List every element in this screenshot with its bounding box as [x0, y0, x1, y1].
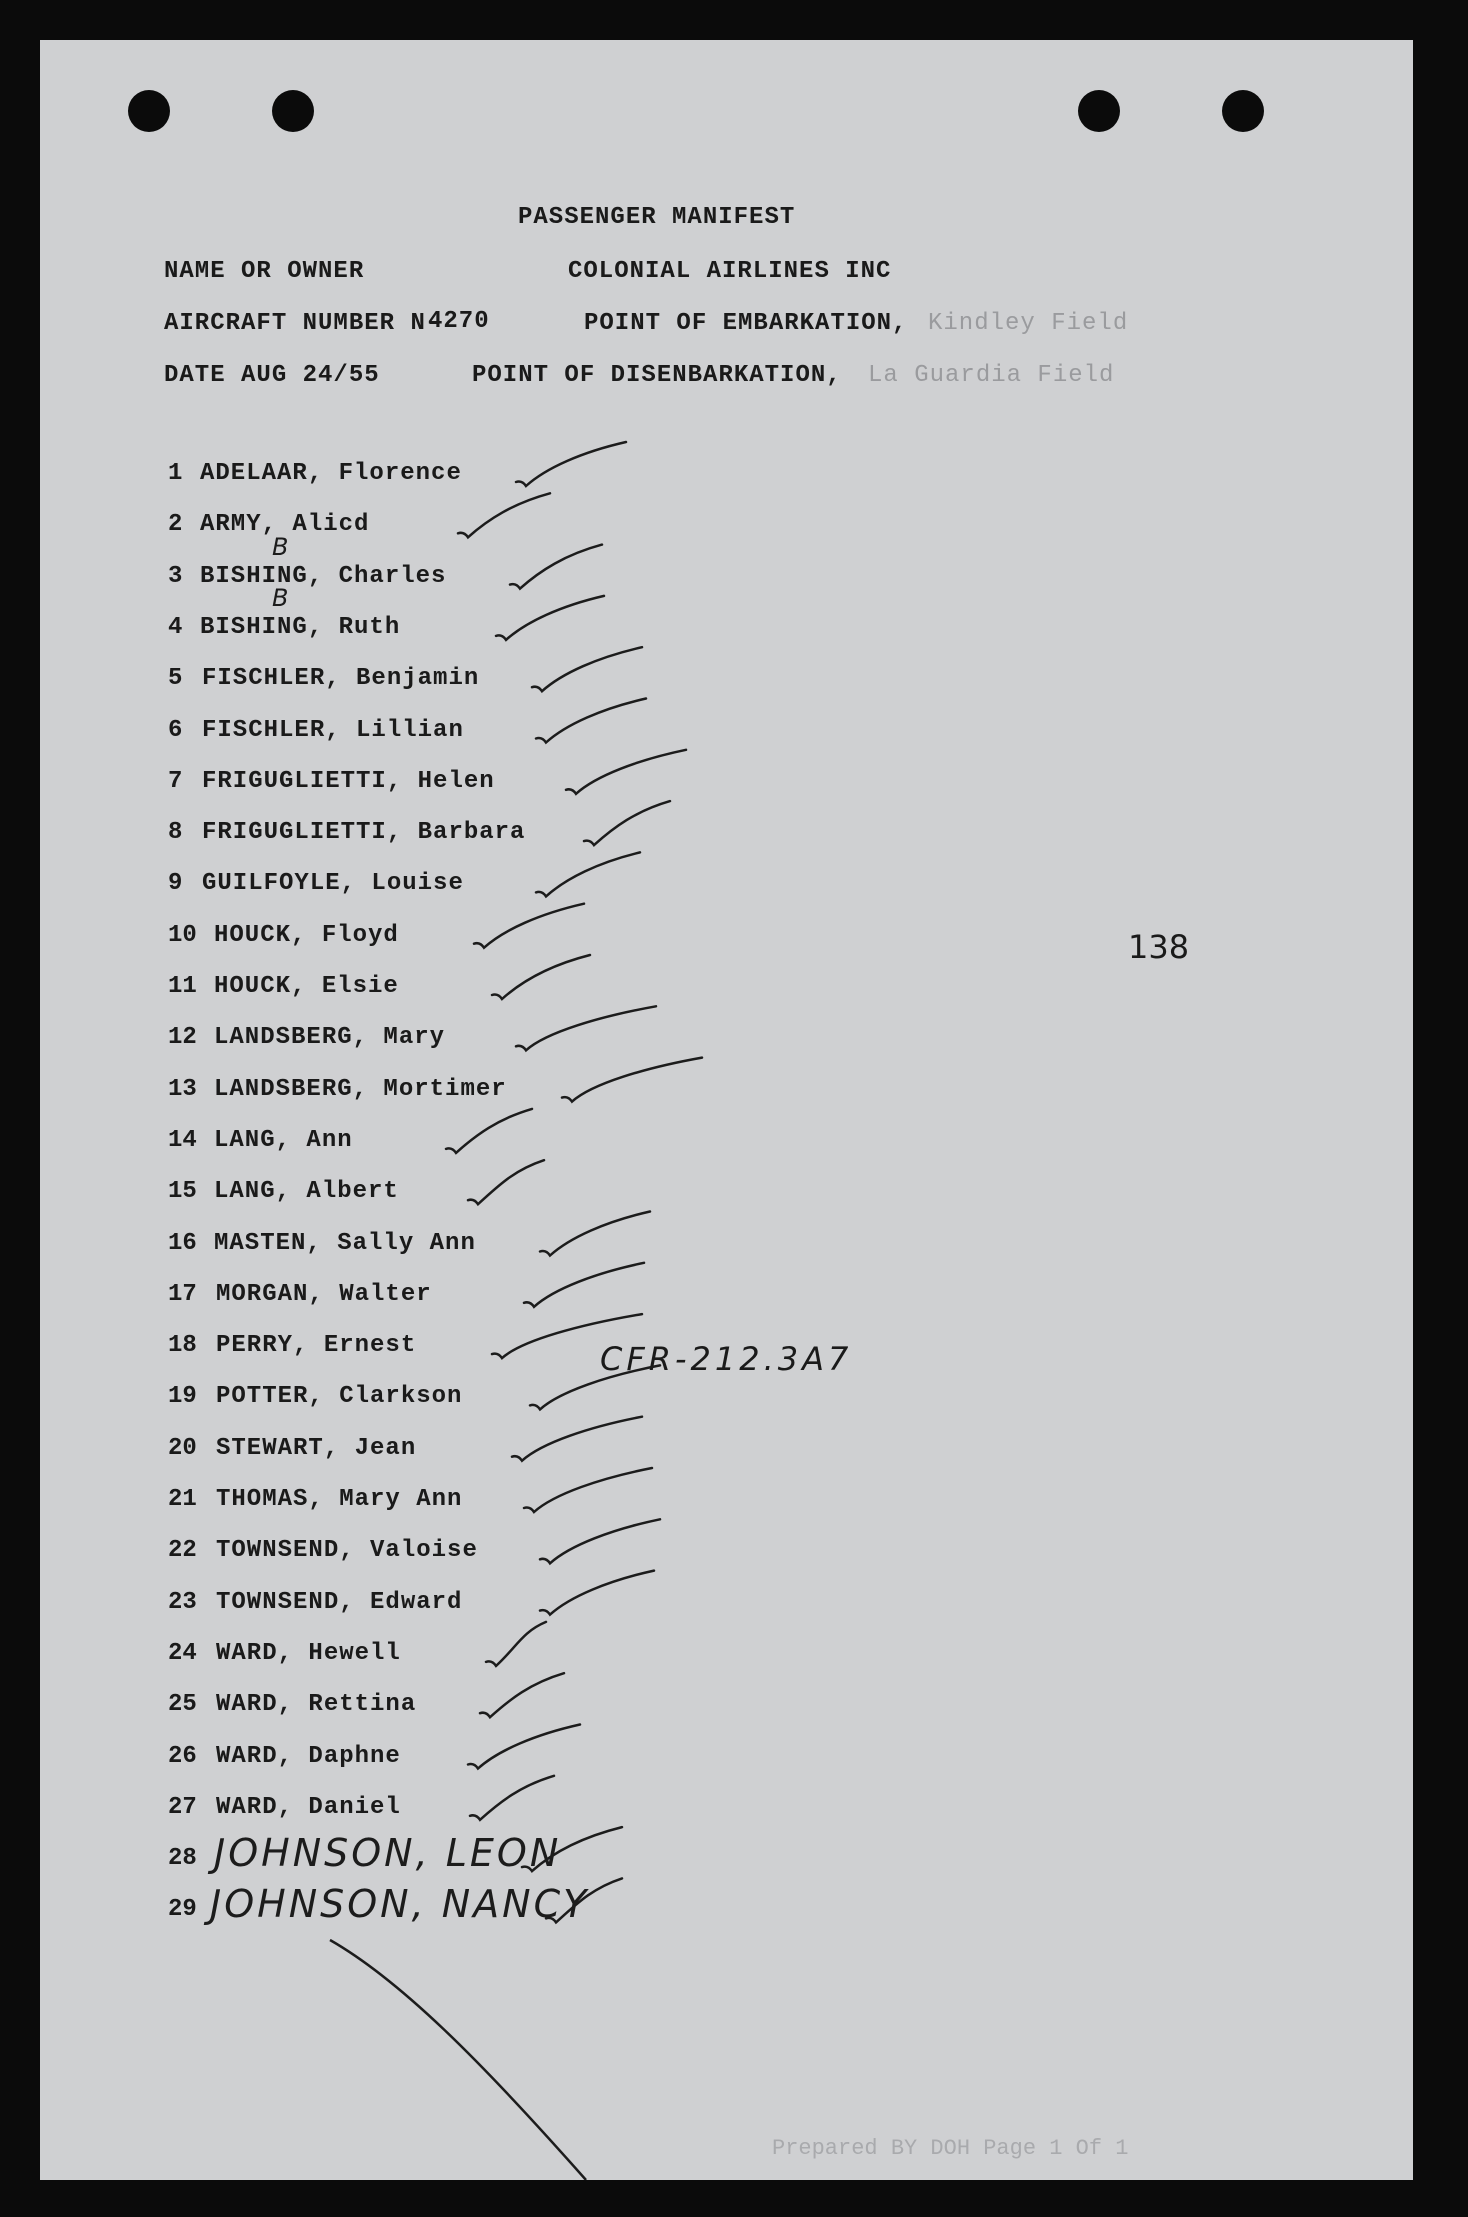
check-mark — [536, 852, 640, 896]
passenger-name: WARD, Hewell — [216, 1639, 401, 1667]
check-mark — [468, 1725, 580, 1769]
passenger-name: ARMY, Alicd — [200, 511, 370, 539]
check-mark — [524, 1468, 652, 1512]
passenger-number: 28 — [168, 1845, 197, 1873]
passenger-number: 21 — [168, 1486, 197, 1513]
passenger-name: TOWNSEND, Valoise — [216, 1537, 478, 1565]
passenger-number: 26 — [168, 1742, 197, 1770]
passenger-name: MASTEN, Sally Ann — [214, 1229, 476, 1257]
passenger-name: HOUCK, Elsie — [214, 973, 399, 1000]
check-mark — [530, 1365, 660, 1409]
passenger-number: 29 — [168, 1896, 197, 1924]
passenger-number: 12 — [168, 1024, 197, 1052]
passenger-number: 9 — [168, 870, 183, 898]
passenger-number: 1 — [168, 460, 183, 487]
check-mark — [540, 1571, 654, 1615]
embarkation-value: Kindley Field — [928, 310, 1129, 337]
pen-stroke — [330, 1940, 586, 2180]
check-mark — [536, 699, 646, 743]
passenger-name: WARD, Daniel — [216, 1793, 401, 1821]
passenger-number: 2 — [168, 511, 183, 539]
passenger-name: POTTER, Clarkson — [216, 1383, 463, 1411]
aircraft-number: 4270 — [428, 308, 490, 335]
passenger-number: 14 — [168, 1126, 197, 1154]
handwritten-correction: B — [272, 532, 292, 561]
check-mark — [540, 1519, 660, 1563]
passenger-name: THOMAS, Mary Ann — [216, 1486, 463, 1513]
check-mark — [492, 1314, 642, 1358]
check-mark — [522, 1827, 622, 1871]
passenger-name: TOWNSEND, Edward — [216, 1588, 463, 1616]
passenger-number: 15 — [168, 1178, 197, 1206]
passenger-name: BISHING, Charles — [200, 562, 447, 590]
passenger-number: 24 — [168, 1639, 197, 1667]
passenger-number: 3 — [168, 562, 183, 590]
check-mark — [540, 1212, 650, 1256]
aircraft-label: AIRCRAFT NUMBER N- — [164, 310, 442, 337]
passenger-name: MORGAN, Walter — [216, 1280, 432, 1308]
check-mark — [496, 596, 604, 640]
owner-value: COLONIAL AIRLINES INC — [568, 258, 892, 285]
check-mark — [468, 1160, 544, 1204]
check-mark — [492, 955, 590, 999]
passenger-number: 5 — [168, 665, 183, 693]
passenger-number: 16 — [168, 1229, 197, 1257]
check-mark — [480, 1673, 564, 1717]
passenger-number: 8 — [168, 819, 183, 847]
passenger-number: 25 — [168, 1691, 197, 1719]
passenger-name: LANDSBERG, Mortimer — [214, 1075, 507, 1103]
handwritten-correction: B — [272, 583, 292, 612]
passenger-name: FRIGUGLIETTI, Helen — [202, 767, 495, 795]
page-number: 138 — [1128, 928, 1190, 966]
passenger-number: 19 — [168, 1383, 197, 1411]
passenger-number: 23 — [168, 1588, 197, 1616]
manifest-title: PASSENGER MANIFEST — [518, 204, 796, 231]
passenger-name: WARD, Daphne — [216, 1742, 401, 1770]
check-mark — [532, 647, 642, 691]
check-mark — [470, 1776, 554, 1820]
owner-label: NAME OR OWNER — [164, 258, 365, 285]
passenger-number: 10 — [168, 921, 197, 949]
passenger-number: 17 — [168, 1280, 197, 1308]
check-mark — [566, 750, 686, 794]
check-mark — [562, 1058, 702, 1102]
passenger-name: LANG, Albert — [214, 1178, 399, 1206]
check-mark — [524, 1263, 644, 1307]
passenger-name: ADELAAR, Florence — [200, 460, 462, 487]
disembarkation-value: La Guardia Field — [868, 362, 1115, 389]
passenger-name: JOHNSON, NANCY — [210, 1882, 590, 1927]
passenger-name: STEWART, Jean — [216, 1434, 417, 1462]
passenger-name: FISCHLER, Lillian — [202, 716, 464, 744]
check-mark — [446, 1109, 532, 1153]
passenger-name: BISHING, Ruth — [200, 613, 401, 641]
passenger-number: 20 — [168, 1434, 197, 1462]
check-mark — [546, 1878, 622, 1922]
check-mark — [512, 1417, 642, 1461]
check-mark — [486, 1622, 546, 1666]
check-mark — [458, 493, 550, 537]
passenger-name: JOHNSON, LEON — [214, 1831, 562, 1876]
passenger-number: 7 — [168, 767, 183, 795]
check-mark — [510, 545, 602, 589]
handwritten-note: CFR-212.3A7 — [600, 1340, 853, 1378]
passenger-number: 13 — [168, 1075, 197, 1103]
passenger-name: GUILFOYLE, Louise — [202, 870, 464, 898]
check-mark — [584, 801, 670, 845]
passenger-number: 18 — [168, 1332, 197, 1360]
passenger-number: 27 — [168, 1793, 197, 1821]
passenger-name: FRIGUGLIETTI, Barbara — [202, 819, 526, 847]
passenger-number: 4 — [168, 613, 183, 641]
disembarkation-label: POINT OF DISENBARKATION, — [472, 362, 842, 389]
manifest-page — [40, 40, 1413, 2180]
handwritten-marks — [40, 40, 1413, 2180]
passenger-name: FISCHLER, Benjamin — [202, 665, 480, 693]
passenger-number: 11 — [168, 973, 197, 1000]
passenger-name: WARD, Rettina — [216, 1691, 417, 1719]
passenger-name: LANDSBERG, Mary — [214, 1024, 446, 1052]
passenger-number: 22 — [168, 1537, 197, 1565]
date-label: DATE AUG 24/55 — [164, 362, 380, 389]
footer-stamp: Prepared BY DOH Page 1 Of 1 — [772, 2136, 1129, 2161]
passenger-name: PERRY, Ernest — [216, 1332, 417, 1360]
passenger-number: 6 — [168, 716, 183, 744]
embarkation-label: POINT OF EMBARKATION, — [584, 310, 908, 337]
passenger-name: HOUCK, Floyd — [214, 921, 399, 949]
passenger-name: LANG, Ann — [214, 1126, 353, 1154]
check-mark — [516, 442, 626, 486]
check-mark — [474, 904, 584, 948]
check-mark — [516, 1006, 656, 1050]
